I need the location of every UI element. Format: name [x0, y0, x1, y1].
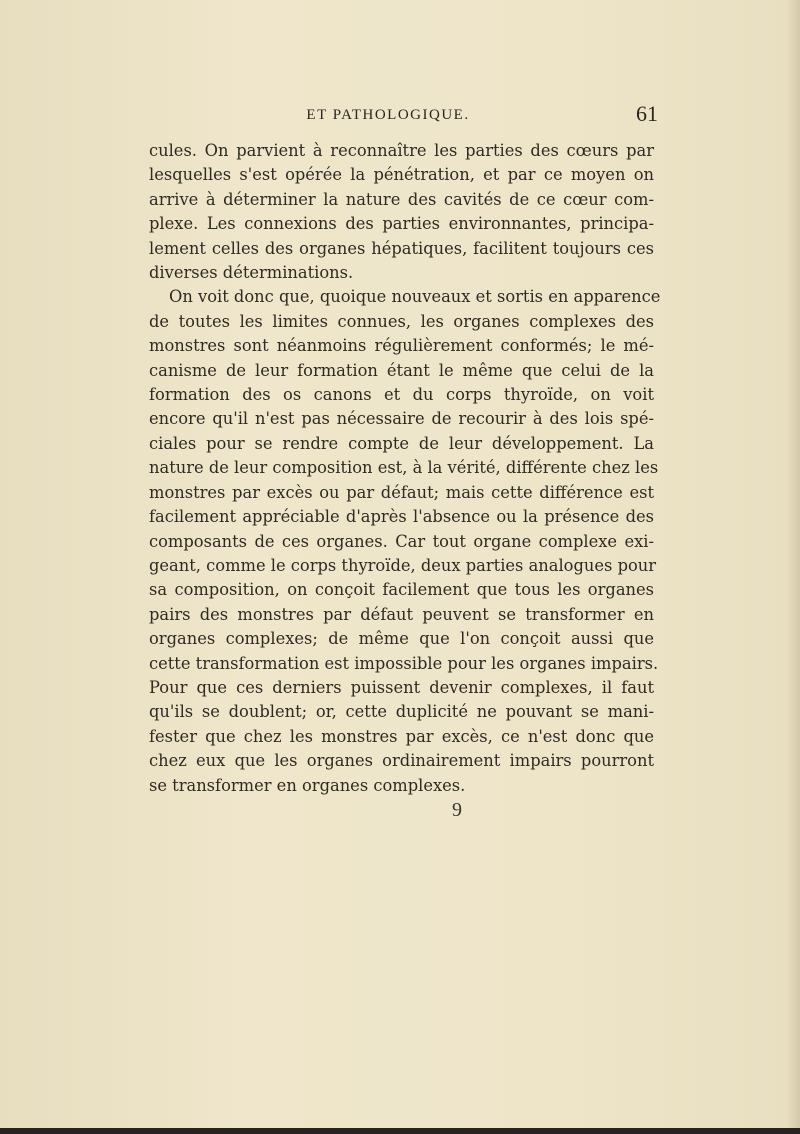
text-line: organes complexes; de même que l'on conçoit aussi que: [149, 629, 654, 649]
text-line: nature de leur composition est, à la vérité, différente chez les: [149, 458, 659, 478]
text-line: cette transformation est impossible pour les organes impairs.: [149, 653, 659, 673]
text-line: encore qu'il n'est pas nécessaire de recourir à des lois spé-: [149, 409, 654, 429]
text-line: se transformer en organes complexes.: [149, 775, 466, 795]
text-line: facilement appréciable d'après l'absence ou la présence des: [149, 507, 654, 527]
text-line: plexe. Les connexions des parties environnantes, principa-: [149, 214, 654, 234]
running-head: ET PATHOLOGIQUE.: [306, 107, 470, 123]
signature-mark: 9: [452, 799, 462, 821]
page-edge-shadow: [786, 0, 800, 1134]
scan-bottom-border: [0, 1128, 800, 1134]
text-line: lement celles des organes hépatiques, facilitent toujours ces: [149, 238, 654, 258]
text-line: monstres par excès ou par défaut; mais cette différence est: [149, 482, 654, 502]
text-line: composants de ces organes. Car tout organe complexe exi-: [149, 531, 654, 551]
text-line: cules. On parvient à reconnaître les parties des cœurs par: [149, 141, 654, 160]
text-line: canisme de leur formation étant le même que celui de la: [149, 360, 654, 380]
text-line: de toutes les limites connues, les organes complexes des: [149, 311, 654, 331]
text-line: chez eux que les organes ordinairement impairs pourront: [149, 751, 654, 771]
text-line: lesquelles s'est opérée la pénétration, et par ce moyen on: [149, 165, 654, 185]
text-line: geant, comme le corps thyroïde, deux parties analogues pour: [149, 555, 657, 575]
text-line: On voit donc que, quoique nouveaux et sortis en apparence: [169, 287, 661, 307]
text-line: formation des os canons et du corps thyroïde, on voit: [149, 385, 654, 405]
text-line: fester que chez les monstres par excès, ce n'est donc que: [149, 726, 654, 746]
text-line: ciales pour se rendre compte de leur développement. La: [149, 433, 654, 453]
page-number: 61: [636, 101, 658, 126]
body-text: [149, 139, 661, 798]
text-line: qu'ils se doublent; or, cette duplicité ne pouvant se mani-: [149, 702, 654, 722]
text-line: sa composition, on conçoit facilement que tous les organes: [149, 580, 654, 600]
text-line: Pour que ces derniers puissent devenir complexes, il faut: [149, 677, 654, 697]
text-line: pairs des monstres par défaut peuvent se transformer en: [149, 604, 654, 624]
text-line: monstres sont néanmoins régulièrement conformés; le mé-: [149, 336, 654, 356]
text-line: arrive à déterminer la nature des cavités de ce cœur com-: [149, 189, 654, 209]
text-line: diverses déterminations.: [149, 263, 354, 283]
